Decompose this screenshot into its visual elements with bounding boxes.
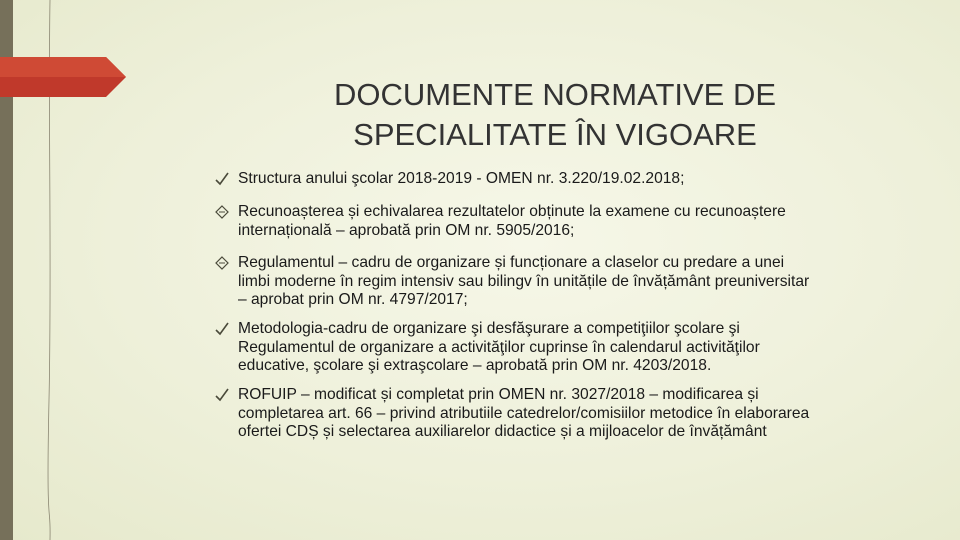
bullet-item [214,386,938,442]
bullet-text-line: educative, şcolare şi extraşcolare – aprobată prin OM nr. 4203/2018. [238,357,712,374]
bullet-item [214,254,938,310]
bullet-text-line: Metodologia-cadru de organizare şi desfăşurare a competiţiilor şcolare şi [238,320,740,337]
bullet-text-line: Regulamentul – cadru de organizare și funcționare a claselor cu predare a unei [238,254,785,271]
bullet-text-line: internațională – aprobată prin OM nr. 5905/2016; [238,221,575,239]
bullet-text-line: Recunoașterea și echivalarea rezultatelor obținute la examene cu recunoaștere [238,203,786,220]
bullet-text-line: ofertei CDȘ și selectarea auxiliarelor didactice și a mijloacelor de învățământ [238,423,767,440]
slide-title [240,75,870,155]
diamond-icon [214,254,230,272]
bullet-item [214,170,938,189]
check-icon [214,170,230,188]
bullet-text-line: ROFUIP – modificat și completat prin OMEN nr. 3027/2018 – modificarea și [238,386,759,403]
bullet-item [214,320,938,376]
diamond-icon [214,203,230,221]
bullet-text-line: Structura anului şcolar 2018-2019 - OMEN nr. 3.220/19.02.2018; [238,170,685,187]
bullet-text-line: Regulamentul de organizare a activităţilor cuprinse în calendarul activităţilor [238,338,760,356]
bullet-text-line: – aprobat prin OM nr. 4797/2017; [238,291,468,308]
bullet-text-line: completarea art. 66 – privind atributiile catedrelor/comisiilor metodice în elaborarea [238,404,810,422]
slide-title-line: SPECIALITATE ÎN VIGOARE [353,116,757,152]
check-icon [214,386,230,404]
slide-title-line: DOCUMENTE NORMATIVE DE [333,76,777,112]
bullet-item [214,203,938,240]
bullet-text-line: limbi moderne în regim intensiv sau bilingv în unitățile de învățământ preuniversitar [238,272,810,290]
check-icon [214,320,230,338]
title-accent-arrow [0,57,126,97]
